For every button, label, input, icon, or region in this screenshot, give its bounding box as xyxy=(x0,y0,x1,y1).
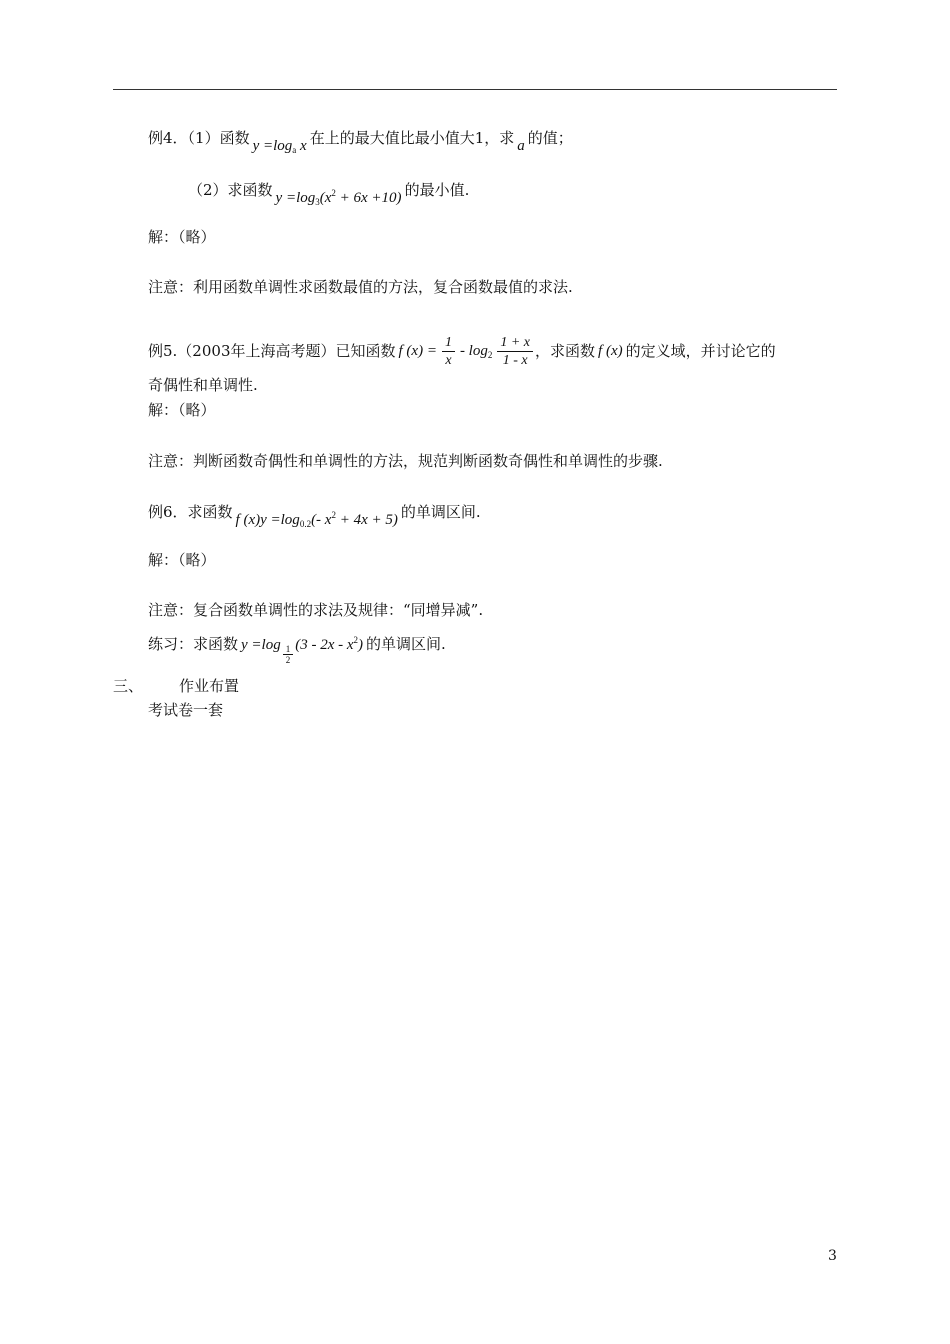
formula-log02: f $(x)y =\log_{0.2}(-$ $x^2 + 4x + 5$) xyxy=(235,510,398,529)
example-5: 例5.（2003年上海高考题）已知函数 f (x) = $\frac{1}{x}$ - $\log_2$ $\frac{1 + x}{1 - x}$ ，求函数 f (x) 的定义域，并讨论它的 xyxy=(148,334,776,368)
variable-a: a xyxy=(517,138,525,154)
note-4: 注意：利用函数单调性求函数最值的方法，复合函数最值的求法. xyxy=(148,278,573,296)
solution-6: 解：（略） xyxy=(148,551,216,569)
header-rule xyxy=(113,89,837,90)
practice: 练习：求函数 y =log $\frac{1}{2}$ $(3 - 2x - x^2)$ 的单调区间. xyxy=(148,635,446,666)
page-number: 3 xyxy=(828,1248,837,1264)
note-6: 注意：复合函数单调性的求法及规律：“同增异减”. xyxy=(148,601,484,619)
section-3-content: 考试卷一套 xyxy=(148,701,224,719)
fraction-1px-over-1mx: $\frac{1 + x}{1 - x}$ xyxy=(497,334,533,369)
example-5-line2: 奇偶性和单调性. xyxy=(148,376,258,394)
section-3-heading xyxy=(113,676,239,696)
minus-log2: - $\log_2$ xyxy=(459,342,493,360)
note-5: 注意：判断函数奇偶性和单调性的方法，规范判断函数奇偶性和单调性的步骤. xyxy=(148,452,663,470)
example-6: 例6．求函数 f $(x)y =\log_{0.2}(-$ $x^2 + 4x + 5$) 的单调区间. xyxy=(148,503,481,529)
formula-log-a-x: $y =\log_a$ x xyxy=(252,138,307,155)
solution-5: 解：（略） xyxy=(148,401,216,419)
formula-log3: $y =\log_3(x^2 + 6x +10)$ xyxy=(275,188,402,207)
formula-fx-2: f (x) xyxy=(598,343,623,359)
formula-fx: f (x) = xyxy=(398,343,437,359)
section-3-numeral: 三、 xyxy=(113,677,144,695)
example-4-part1: 例4．（1）函数 $y =\log_a$ x 在上的最大值比最小值大1，求 a 的值； xyxy=(148,129,573,155)
example-4-label: 例4．（1）函数 xyxy=(148,129,250,147)
fraction-1-over-x: $\frac{1}{x}$ xyxy=(442,334,455,369)
formula-log-half: y =log $\frac{1}{2}$ $(3 - 2x - x^2)$ xyxy=(241,635,364,666)
example-4-part2: （2）求函数 $y =\log_3(x^2 + 6x +10)$ 的最小值. xyxy=(188,181,470,207)
solution-4: 解：（略） xyxy=(148,228,216,246)
section-3-title: 作业布置 xyxy=(179,677,240,695)
